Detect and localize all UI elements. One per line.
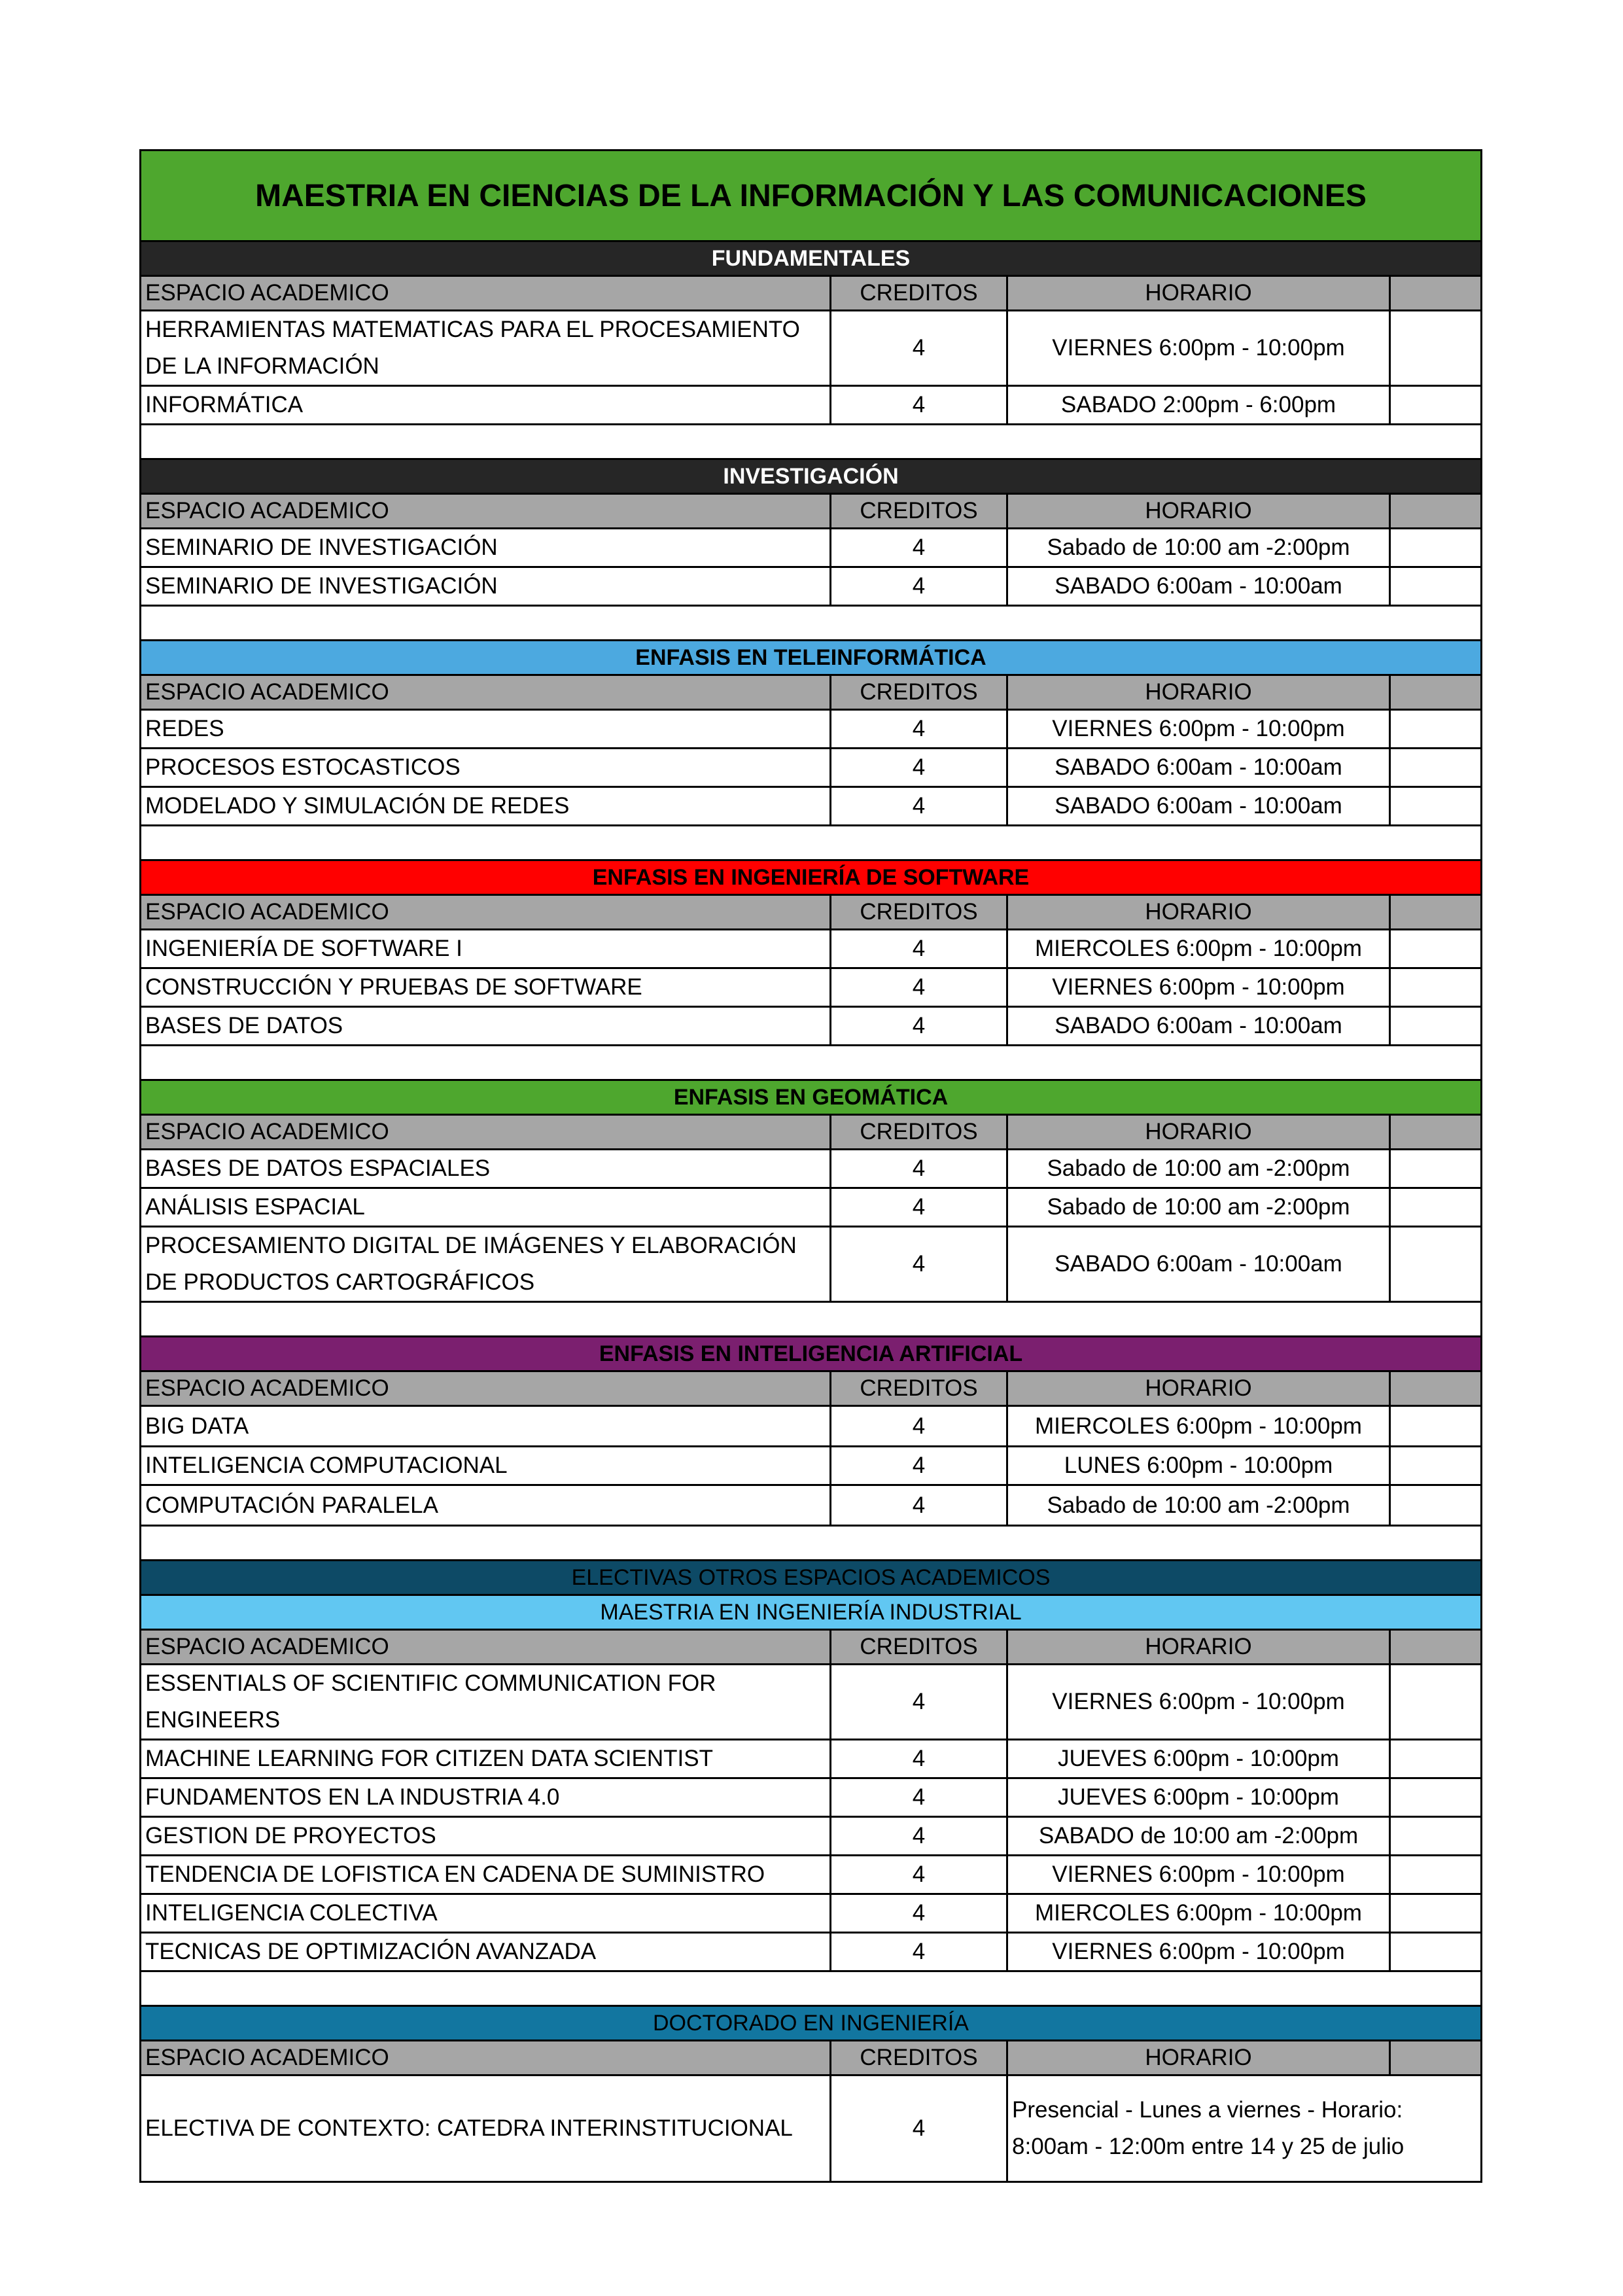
subject-cell: SEMINARIO DE INVESTIGACIÓN: [141, 567, 831, 606]
extra-cell: [1390, 1856, 1482, 1894]
credits-cell: 4: [831, 1856, 1007, 1894]
extra-cell: [1390, 311, 1482, 386]
column-header-extra: [1390, 1371, 1482, 1406]
spacer-row: [141, 606, 1482, 641]
subject-cell: INGENIERÍA DE SOFTWARE I: [141, 930, 831, 968]
table-row: [141, 1778, 1482, 1817]
subject-cell: PROCESAMIENTO DIGITAL DE IMÁGENES Y ELABORACIÓN DE PRODUCTOS CARTOGRÁFICOS: [141, 1227, 831, 1302]
section-title: ENFASIS EN INGENIERÍA DE SOFTWARE: [141, 860, 1482, 895]
credits-cell: 4: [831, 1406, 1007, 1447]
credits-cell: 4: [831, 1447, 1007, 1485]
extra-cell: [1390, 1894, 1482, 1933]
credits-cell: 4: [831, 749, 1007, 787]
column-header-subject: ESPACIO ACADEMICO: [141, 1371, 831, 1406]
schedule-cell: VIERNES 6:00pm - 10:00pm: [1007, 1665, 1390, 1740]
column-header-schedule: HORARIO: [1007, 895, 1390, 930]
column-header-credits: CREDITOS: [831, 2041, 1007, 2075]
table-row: [141, 710, 1482, 749]
schedule-cell: SABADO de 10:00 am -2:00pm: [1007, 1817, 1390, 1856]
credits-cell: 4: [831, 787, 1007, 826]
schedule-cell: VIERNES 6:00pm - 10:00pm: [1007, 1856, 1390, 1894]
table-row: [141, 1485, 1482, 1526]
schedule-cell: Sabado de 10:00 am -2:00pm: [1007, 1150, 1390, 1188]
table-row: [141, 1856, 1482, 1894]
column-header-extra: [1390, 276, 1482, 311]
column-header-subject: ESPACIO ACADEMICO: [141, 675, 831, 710]
spacer-row: [141, 1526, 1482, 1561]
subject-cell: BASES DE DATOS ESPACIALES: [141, 1150, 831, 1188]
credits-cell: 4: [831, 930, 1007, 968]
spacer-row: [141, 826, 1482, 860]
schedule-cell: SABADO 6:00am - 10:00am: [1007, 1007, 1390, 1046]
section-header-row: [141, 860, 1482, 895]
table-row: [141, 968, 1482, 1007]
extra-cell: [1390, 1933, 1482, 1971]
column-header-schedule: HORARIO: [1007, 1630, 1390, 1665]
credits-cell: 4: [831, 1188, 1007, 1227]
table-row: [141, 311, 1482, 386]
schedule-cell: MIERCOLES 6:00pm - 10:00pm: [1007, 1406, 1390, 1447]
table-row: [141, 1740, 1482, 1778]
schedule-cell: LUNES 6:00pm - 10:00pm: [1007, 1447, 1390, 1485]
schedule-cell: SABADO 6:00am - 10:00am: [1007, 787, 1390, 826]
column-header-subject: ESPACIO ACADEMICO: [141, 1630, 831, 1665]
extra-cell: [1390, 749, 1482, 787]
schedule-cell: VIERNES 6:00pm - 10:00pm: [1007, 968, 1390, 1007]
subject-cell: ELECTIVA DE CONTEXTO: CATEDRA INTERINSTITUCIONAL: [141, 2075, 831, 2182]
table-row: [141, 1933, 1482, 1971]
spacer-cell: [141, 826, 1482, 860]
spacer-cell: [141, 1526, 1482, 1561]
table-row: [141, 386, 1482, 425]
schedule-cell: MIERCOLES 6:00pm - 10:00pm: [1007, 930, 1390, 968]
credits-cell: 4: [831, 1817, 1007, 1856]
column-header-schedule: HORARIO: [1007, 494, 1390, 529]
extra-cell: [1390, 1447, 1482, 1485]
extra-cell: [1390, 567, 1482, 606]
table-row: [141, 2075, 1482, 2182]
subject-cell: REDES: [141, 710, 831, 749]
column-header-extra: [1390, 494, 1482, 529]
credits-cell: 4: [831, 1740, 1007, 1778]
extra-cell: [1390, 1188, 1482, 1227]
column-header-row: [141, 494, 1482, 529]
subject-cell: PROCESOS ESTOCASTICOS: [141, 749, 831, 787]
section-header-row: [141, 459, 1482, 494]
section-header-row: [141, 2006, 1482, 2041]
column-header-subject: ESPACIO ACADEMICO: [141, 494, 831, 529]
spacer-cell: [141, 1971, 1482, 2006]
subject-cell: GESTION DE PROYECTOS: [141, 1817, 831, 1856]
subject-cell: INFORMÁTICA: [141, 386, 831, 425]
spacer-row: [141, 1046, 1482, 1080]
column-header-credits: CREDITOS: [831, 895, 1007, 930]
extra-cell: [1390, 1227, 1482, 1302]
column-header-subject: ESPACIO ACADEMICO: [141, 1115, 831, 1150]
column-header-subject: ESPACIO ACADEMICO: [141, 276, 831, 311]
column-header-subject: ESPACIO ACADEMICO: [141, 895, 831, 930]
column-header-schedule: HORARIO: [1007, 675, 1390, 710]
credits-cell: 4: [831, 2075, 1007, 2182]
credits-cell: 4: [831, 386, 1007, 425]
extra-cell: [1390, 1778, 1482, 1817]
table-row: [141, 1894, 1482, 1933]
extra-cell: [1390, 529, 1482, 567]
extra-cell: [1390, 1665, 1482, 1740]
section-title: INVESTIGACIÓN: [141, 459, 1482, 494]
extra-cell: [1390, 1485, 1482, 1526]
schedule-cell: VIERNES 6:00pm - 10:00pm: [1007, 1933, 1390, 1971]
column-header-credits: CREDITOS: [831, 494, 1007, 529]
credits-cell: 4: [831, 1665, 1007, 1740]
table-row: [141, 1665, 1482, 1740]
extra-cell: [1390, 930, 1482, 968]
section-title: ELECTIVAS OTROS ESPACIOS ACADEMICOS: [141, 1561, 1482, 1595]
subject-cell: FUNDAMENTOS EN LA INDUSTRIA 4.0: [141, 1778, 831, 1817]
page-title: MAESTRIA EN CIENCIAS DE LA INFORMACIÓN Y LAS COMUNICACIONES: [141, 150, 1482, 241]
subject-cell: TENDENCIA DE LOFISTICA EN CADENA DE SUMINISTRO: [141, 1856, 831, 1894]
table-row: [141, 749, 1482, 787]
subject-cell: ANÁLISIS ESPACIAL: [141, 1188, 831, 1227]
subject-cell: INTELIGENCIA COMPUTACIONAL: [141, 1447, 831, 1485]
subject-cell: MACHINE LEARNING FOR CITIZEN DATA SCIENTIST: [141, 1740, 831, 1778]
extra-cell: [1390, 710, 1482, 749]
extra-cell: [1390, 1007, 1482, 1046]
subject-cell: SEMINARIO DE INVESTIGACIÓN: [141, 529, 831, 567]
table-row: [141, 787, 1482, 826]
spacer-cell: [141, 1046, 1482, 1080]
table-row: [141, 1188, 1482, 1227]
column-header-schedule: HORARIO: [1007, 2041, 1390, 2075]
column-header-extra: [1390, 675, 1482, 710]
column-header-row: [141, 675, 1482, 710]
column-header-row: [141, 276, 1482, 311]
subject-cell: TECNICAS DE OPTIMIZACIÓN AVANZADA: [141, 1933, 831, 1971]
schedule-cell: VIERNES 6:00pm - 10:00pm: [1007, 710, 1390, 749]
schedule-cell: Sabado de 10:00 am -2:00pm: [1007, 529, 1390, 567]
subject-cell: ESSENTIALS OF SCIENTIFIC COMMUNICATION FOR ENGINEERS: [141, 1665, 831, 1740]
subject-cell: BIG DATA: [141, 1406, 831, 1447]
extra-cell: [1390, 787, 1482, 826]
column-header-credits: CREDITOS: [831, 1371, 1007, 1406]
extra-cell: [1390, 1740, 1482, 1778]
credits-cell: 4: [831, 1933, 1007, 1971]
spacer-cell: [141, 1302, 1482, 1337]
section-title: DOCTORADO EN INGENIERÍA: [141, 2006, 1482, 2041]
column-header-extra: [1390, 1115, 1482, 1150]
extra-cell: [1390, 1817, 1482, 1856]
table-row: [141, 1150, 1482, 1188]
subject-cell: BASES DE DATOS: [141, 1007, 831, 1046]
credits-cell: 4: [831, 710, 1007, 749]
subject-cell: HERRAMIENTAS MATEMATICAS PARA EL PROCESAMIENTO DE LA INFORMACIÓN: [141, 311, 831, 386]
section-title: ENFASIS EN TELEINFORMÁTICA: [141, 641, 1482, 675]
credits-cell: 4: [831, 1894, 1007, 1933]
table-row: [141, 930, 1482, 968]
schedule-cell: SABADO 6:00am - 10:00am: [1007, 567, 1390, 606]
schedule-cell: SABADO 2:00pm - 6:00pm: [1007, 386, 1390, 425]
extra-cell: [1390, 1406, 1482, 1447]
column-header-credits: CREDITOS: [831, 276, 1007, 311]
spacer-row: [141, 425, 1482, 459]
table-row: [141, 1447, 1482, 1485]
column-header-extra: [1390, 895, 1482, 930]
schedule-cell: Sabado de 10:00 am -2:00pm: [1007, 1485, 1390, 1526]
title-row: [141, 150, 1482, 241]
subsection-title: MAESTRIA EN INGENIERÍA INDUSTRIAL: [141, 1595, 1482, 1630]
credits-cell: 4: [831, 1227, 1007, 1302]
section-title: ENFASIS EN INTELIGENCIA ARTIFICIAL: [141, 1337, 1482, 1371]
column-header-credits: CREDITOS: [831, 675, 1007, 710]
credits-cell: 4: [831, 1778, 1007, 1817]
column-header-row: [141, 1115, 1482, 1150]
subsection-header-row: [141, 1595, 1482, 1630]
column-header-schedule: HORARIO: [1007, 1371, 1390, 1406]
section-header-row: [141, 241, 1482, 276]
column-header-row: [141, 1371, 1482, 1406]
spacer-cell: [141, 606, 1482, 641]
spacer-row: [141, 1302, 1482, 1337]
schedule-cell: JUEVES 6:00pm - 10:00pm: [1007, 1778, 1390, 1817]
column-header-row: [141, 895, 1482, 930]
credits-cell: 4: [831, 1150, 1007, 1188]
section-header-row: [141, 1337, 1482, 1371]
spacer-cell: [141, 425, 1482, 459]
table-row: [141, 1406, 1482, 1447]
column-header-extra: [1390, 2041, 1482, 2075]
column-header-schedule: HORARIO: [1007, 276, 1390, 311]
section-title: ENFASIS EN GEOMÁTICA: [141, 1080, 1482, 1115]
table-row: [141, 1227, 1482, 1302]
section-header-row: [141, 641, 1482, 675]
extra-cell: [1390, 1150, 1482, 1188]
column-header-credits: CREDITOS: [831, 1115, 1007, 1150]
subject-cell: COMPUTACIÓN PARALELA: [141, 1485, 831, 1526]
credits-cell: 4: [831, 1485, 1007, 1526]
schedule-cell: JUEVES 6:00pm - 10:00pm: [1007, 1740, 1390, 1778]
extra-cell: [1390, 386, 1482, 425]
section-header-row: [141, 1080, 1482, 1115]
credits-cell: 4: [831, 1007, 1007, 1046]
schedule-cell: VIERNES 6:00pm - 10:00pm: [1007, 311, 1390, 386]
subject-cell: CONSTRUCCIÓN Y PRUEBAS DE SOFTWARE: [141, 968, 831, 1007]
table-row: [141, 1007, 1482, 1046]
extra-cell: [1390, 968, 1482, 1007]
schedule-cell: MIERCOLES 6:00pm - 10:00pm: [1007, 1894, 1390, 1933]
table-row: [141, 1817, 1482, 1856]
credits-cell: 4: [831, 311, 1007, 386]
column-header-extra: [1390, 1630, 1482, 1665]
schedule-cell: Sabado de 10:00 am -2:00pm: [1007, 1188, 1390, 1227]
credits-cell: 4: [831, 529, 1007, 567]
schedule-cell: SABADO 6:00am - 10:00am: [1007, 1227, 1390, 1302]
schedule-cell: SABADO 6:00am - 10:00am: [1007, 749, 1390, 787]
subject-cell: INTELIGENCIA COLECTIVA: [141, 1894, 831, 1933]
schedule-table: [139, 149, 1482, 2183]
credits-cell: 4: [831, 968, 1007, 1007]
schedule-sheet: [139, 149, 1480, 2183]
subject-cell: MODELADO Y SIMULACIÓN DE REDES: [141, 787, 831, 826]
section-title: FUNDAMENTALES: [141, 241, 1482, 276]
column-header-subject: ESPACIO ACADEMICO: [141, 2041, 831, 2075]
credits-cell: 4: [831, 567, 1007, 606]
column-header-schedule: HORARIO: [1007, 1115, 1390, 1150]
section-header-row: [141, 1561, 1482, 1595]
column-header-row: [141, 1630, 1482, 1665]
column-header-row: [141, 2041, 1482, 2075]
table-row: [141, 567, 1482, 606]
schedule-cell: Presencial - Lunes a viernes - Horario: 8:00am - 12:00m entre 14 y 25 de julio: [1007, 2075, 1482, 2182]
spacer-row: [141, 1971, 1482, 2006]
column-header-credits: CREDITOS: [831, 1630, 1007, 1665]
table-row: [141, 529, 1482, 567]
